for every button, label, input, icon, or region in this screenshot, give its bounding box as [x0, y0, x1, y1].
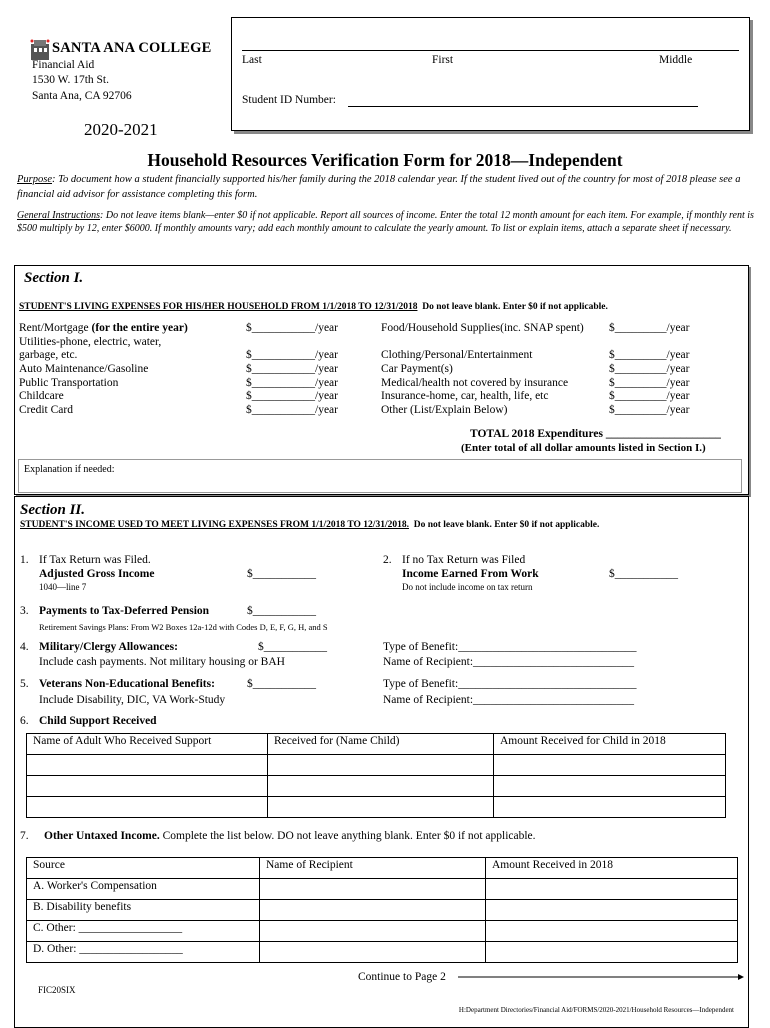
expense-row: [19, 390, 364, 404]
last-label: Last: [242, 54, 262, 66]
section-2-subheading: STUDENT'S INCOME USED TO MEET LIVING EXPENSES FROM 1/1/2018 TO 12/31/2018. Do not leave blank. Enter $0 if not applicable.: [20, 520, 600, 530]
street-address: 1530 W. 17th St.: [32, 74, 110, 86]
name-line[interactable]: [242, 50, 739, 51]
expense-label: Food/Household Supplies(inc. SNAP spent): [381, 322, 584, 334]
expense-row: [381, 363, 743, 377]
expense-label: Childcare: [19, 390, 64, 403]
item-3-number: 3.: [20, 605, 29, 617]
item-1-label: Adjusted Gross Income: [39, 568, 155, 580]
dept-name: Financial Aid: [32, 59, 95, 71]
col-amount: Amount Received for Child in 2018: [494, 734, 726, 755]
expense-amount[interactable]: $___________/year: [246, 390, 338, 403]
row-source: C. Other: __________________: [27, 921, 260, 942]
table-row[interactable]: [27, 797, 726, 818]
item-2-number: 2.: [383, 554, 392, 566]
item-1-sub: 1040—line 7: [39, 582, 87, 592]
explanation-box[interactable]: [18, 459, 742, 493]
col-source: Source: [27, 858, 260, 879]
row-source: B. Disability benefits: [27, 900, 260, 921]
item-5-recipient[interactable]: Name of Recipient:____________________________: [383, 694, 635, 706]
student-id-label: Student ID Number:: [242, 94, 336, 106]
item-4-type[interactable]: Type of Benefit:_______________________________: [383, 641, 637, 653]
item-7-text: Other Untaxed Income. Complete the list below. DO not leave anything blank. Enter $0 if not applicable.: [44, 830, 536, 842]
total-note: (Enter total of all dollar amounts listed in Section I.): [461, 442, 706, 454]
section-1-heading: Section I.: [24, 270, 84, 286]
table-header-row: [27, 734, 726, 755]
item-6-number: 6.: [20, 715, 29, 727]
expense-row: [381, 336, 743, 350]
expense-label: Insurance-home, car, health, life, etc: [381, 390, 549, 403]
section-2-heading: Section II.: [20, 502, 86, 518]
expense-amount[interactable]: $_________/year: [609, 322, 690, 334]
expense-amount[interactable]: $_________/year: [609, 390, 690, 403]
item-4-sub: Include cash payments. Not military housing or BAH: [39, 656, 285, 668]
expense-amount[interactable]: $___________/year: [246, 322, 338, 334]
continue-text: Continue to Page 2: [358, 971, 446, 983]
purpose-text: Purpose: To document how a student financially supported his/her family during the 2018 calendar year. If the student lived out of the country for most of 2018 please see a financial aid advisor for assistance completing this form.: [17, 174, 741, 200]
expense-amount[interactable]: $___________/year: [246, 376, 338, 389]
college-logo-icon: [30, 38, 50, 60]
instructions-text: General Instructions: Do not leave items blank—enter $0 if not applicable. Report all sources of income. Enter the total 12 month amount for each item. For example, if monthly rent is $500 multiply by 12, enter $6000. If monthly amounts vary; add each monthly amount to calculate the yearly amount. To list or explain items, attach a separate sheet if necessary.: [17, 210, 754, 234]
item-5-sub: Include Disability, DIC, VA Work-Study: [39, 694, 226, 706]
row-source: A. Worker's Compensation: [27, 879, 260, 900]
col-amount-received: Amount Received in 2018: [486, 858, 738, 879]
item-5-amount[interactable]: $___________: [247, 678, 316, 690]
item-4-recipient[interactable]: Name of Recipient:____________________________: [383, 656, 635, 668]
arrow-right-icon: [458, 972, 744, 982]
expense-amount[interactable]: $___________/year: [246, 349, 338, 362]
expense-label: Public Transportation: [19, 376, 119, 389]
file-path: H:Department Directories/Financial Aid/FORMS/2020-2021/Household Resources—Independent: [458, 1006, 734, 1014]
expense-label: Utilities-phone, electric, water,: [19, 335, 162, 348]
item-2-line1: If no Tax Return was Filed: [402, 554, 526, 566]
expense-row: [381, 322, 743, 336]
total-label: TOTAL 2018 Expenditures ____________________: [470, 428, 721, 440]
form-title: Household Resources Verification Form for 2018—Independent: [147, 150, 623, 170]
item-7-number: 7.: [20, 830, 29, 842]
col-adult-name: Name of Adult Who Received Support: [27, 734, 268, 755]
expense-row: [19, 322, 364, 336]
item-4-amount[interactable]: $___________: [258, 641, 327, 653]
child-support-table: [26, 733, 726, 818]
college-name: SANTA ANA COLLEGE: [52, 40, 212, 56]
aid-year: 2020-2021: [84, 120, 158, 139]
item-4-label: Military/Clergy Allowances:: [39, 641, 178, 653]
expense-row: [381, 349, 743, 363]
expense-amount[interactable]: $___________/year: [246, 363, 338, 376]
expense-row: [381, 404, 743, 418]
student-name-box: [231, 17, 750, 131]
expense-label: Credit Card: [19, 404, 73, 417]
col-child-name: Received for (Name Child): [268, 734, 494, 755]
item-3-label: Payments to Tax-Deferred Pension: [39, 605, 210, 617]
explanation-label: Explanation if needed:: [24, 464, 115, 475]
expense-label-bold: (for the entire year): [91, 322, 188, 334]
section-1-subheading: STUDENT'S LIVING EXPENSES FOR HIS/HER HOUSEHOLD FROM 1/1/2018 TO 12/31/2018 Do not leave blank. Enter $0 if not applicable.: [19, 302, 608, 312]
table-row[interactable]: [27, 879, 738, 900]
expense-amount[interactable]: $___________/year: [246, 404, 338, 417]
expense-label: Clothing/Personal/Entertainment: [381, 349, 533, 362]
expense-row: [19, 377, 364, 391]
expense-label: Other (List/Explain Below): [381, 404, 508, 417]
expenses-left: [19, 322, 364, 418]
expense-row: [381, 377, 743, 391]
item-1-amount[interactable]: $___________: [247, 568, 316, 580]
table-row[interactable]: [27, 942, 738, 963]
item-2-label: Income Earned From Work: [402, 568, 539, 580]
item-1-number: 1.: [20, 554, 29, 566]
table-row[interactable]: [27, 921, 738, 942]
expense-label: Car Payment(s): [381, 363, 453, 376]
item-5-type[interactable]: Type of Benefit:_______________________________: [383, 678, 637, 690]
expense-label: Medical/health not covered by insurance: [381, 376, 569, 389]
expense-label: Rent/Mortgage: [19, 322, 92, 334]
item-3-sub: Retirement Savings Plans: From W2 Boxes 12a-12d with Codes D, E, F, G, H, and S: [39, 622, 328, 632]
form-code: FIC20SIX: [38, 985, 76, 995]
expense-label: garbage, etc.: [19, 349, 78, 362]
expense-row: [19, 349, 364, 363]
expense-row: [19, 336, 364, 350]
first-label: First: [432, 54, 454, 66]
table-row[interactable]: [27, 776, 726, 797]
city-address: Santa Ana, CA 92706: [32, 90, 132, 102]
expense-row: [19, 363, 364, 377]
expense-amount[interactable]: $_________/year: [609, 363, 690, 376]
middle-label: Middle: [659, 54, 693, 66]
item-2-amount[interactable]: $___________: [609, 568, 678, 580]
expense-row: [19, 404, 364, 418]
student-id-line[interactable]: [348, 106, 698, 107]
item-1-line1: If Tax Return was Filed.: [39, 554, 151, 566]
row-source: D. Other: __________________: [27, 942, 260, 963]
table-row[interactable]: [27, 755, 726, 776]
table-row[interactable]: [27, 900, 738, 921]
expense-amount[interactable]: $_________/year: [609, 349, 690, 362]
expense-amount[interactable]: $_________/year: [609, 404, 690, 417]
item-4-number: 4.: [20, 641, 29, 653]
expense-row: [381, 390, 743, 404]
expense-label: Auto Maintenance/Gasoline: [19, 363, 149, 376]
item-5-number: 5.: [20, 678, 29, 690]
untaxed-income-table: [26, 857, 738, 963]
item-5-label: Veterans Non-Educational Benefits:: [39, 678, 215, 690]
expense-amount[interactable]: $_________/year: [609, 376, 690, 389]
item-2-sub: Do not include income on tax return: [402, 582, 533, 592]
col-recipient: Name of Recipient: [260, 858, 486, 879]
item-6-label: Child Support Received: [39, 715, 157, 727]
table-header-row: [27, 858, 738, 879]
item-3-amount[interactable]: $___________: [247, 605, 316, 617]
expenses-right: [381, 322, 743, 418]
